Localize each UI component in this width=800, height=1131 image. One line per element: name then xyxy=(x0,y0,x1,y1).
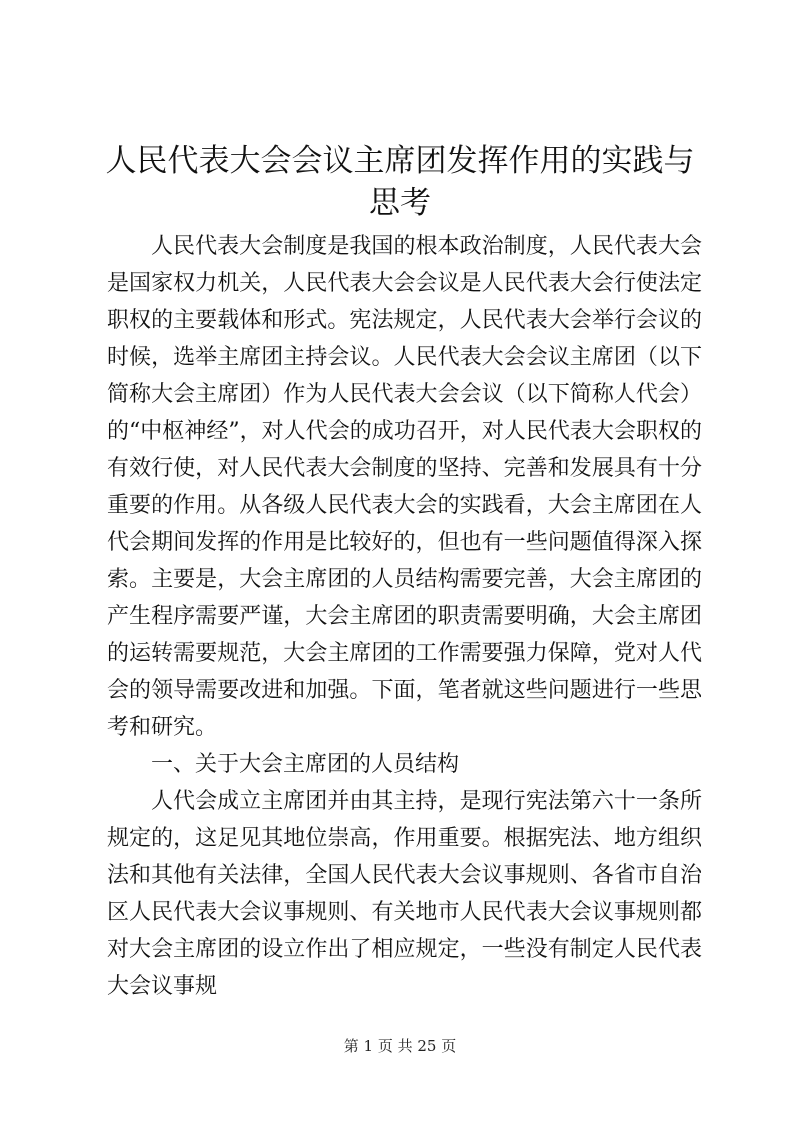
document-title: 人民代表大会会议主席团发挥作用的实践与思考 xyxy=(105,143,695,221)
intro-paragraph: 人民代表大会制度是我国的根本政治制度，人民代表大会是国家权力机关，人民代表大会会议是人民代表大会行使法定职权的主要载体和形式。宪法规定，人民代表大会举行会议的时候，选举主席团主持会议。人民代表大会会议主席团（以下简称大会主席团）作为人民代表大会会议（以下简称人代会）的“中枢神经”，对人代会的成功召开，对人民代表大会职权的有效行使，对人民代表大会制度的坚持、完善和发展具有十分重要的作用。从各级人民代表大会的实践看，大会主席团在人代会期间发挥的作用是比较好的，但也有一些问题值得深入探索。主要是，大会主席团的人员结构需要完善，大会主席团的产生程序需要严谨，大会主席团的职责需要明确，大会主席团的运转需要规范，大会主席团的工作需要强力保障，党对人代会的领导需要改进和加强。下面，笔者就这些问题进行一些思考和研究。 xyxy=(107,234,702,740)
section-paragraph: 人代会成立主席团并由其主持，是现行宪法第六十一条所规定的，这足见其地位崇高，作用重要。根据宪法、地方组织法和其他有关法律，全国人民代表大会议事规则、各省市自治区人民代表大会议事规则、有关地市人民代表大会议事规则都对大会主席团的设立作出了相应规定，一些没有制定人民代表大会议事规 xyxy=(107,789,702,999)
document-body xyxy=(107,228,702,1005)
page-footer: 第 1 页 共 25 页 xyxy=(343,1037,457,1055)
section-heading: 一、关于大会主席团的人员结构 xyxy=(151,752,460,777)
